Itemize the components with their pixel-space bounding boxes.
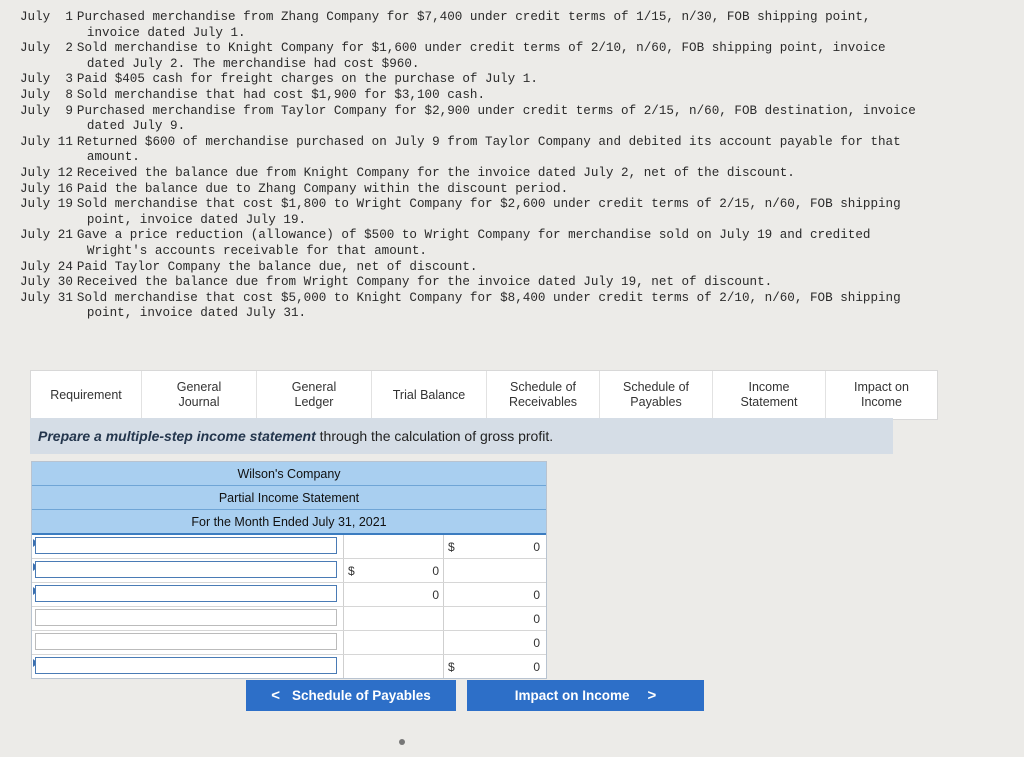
- problem-entry: July 3 Paid $405 cash for freight charges on the purchase of July 1.: [20, 72, 538, 87]
- account-select[interactable]: [35, 657, 337, 674]
- tab-income-statement[interactable]: Income Statement: [713, 371, 826, 419]
- account-select[interactable]: [35, 537, 337, 554]
- tab-trial-balance[interactable]: Trial Balance: [372, 371, 487, 419]
- problem-entry: July 1 Purchased merchandise from Zhang Company for $7,400 under credit terms of 1/15, n/30, FOB shipping point, invoice dated July 1.: [20, 10, 871, 40]
- problem-entry: July 24 Paid Taylor Company the balance due, net of discount.: [20, 259, 478, 274]
- company-name: Wilson's Company: [32, 462, 546, 486]
- account-select[interactable]: [35, 561, 337, 578]
- income-statement-table: [31, 461, 547, 679]
- tab-schedule-of-payables[interactable]: Schedule of Payables: [600, 371, 713, 419]
- problem-entry: July 30 Received the balance due from Wright Company for the invoice dated July 19, net of discount.: [20, 275, 773, 290]
- tab-requirement[interactable]: Requirement: [31, 371, 142, 419]
- tab-general-ledger[interactable]: General Ledger: [257, 371, 372, 419]
- problem-entry: July 16 Paid the balance due to Zhang Company within the discount period.: [20, 181, 569, 196]
- table-row: 0 0: [32, 583, 546, 607]
- table-row: $ 0: [32, 535, 546, 559]
- problem-entry: July 12 Received the balance due from Knight Company for the invoice dated July 2, net of the discount.: [20, 165, 795, 180]
- tab-impact-on-income[interactable]: Impact on Income: [854, 380, 909, 409]
- table-row: $ 0: [32, 655, 546, 678]
- tab-general-journal[interactable]: General Journal: [142, 371, 257, 419]
- problem-entry: July 31 Sold merchandise that cost $5,000 to Knight Company for $8,400 under credit terms of 2/10, n/60, FOB shipping point, invoice dated July 31.: [20, 290, 901, 321]
- account-select[interactable]: [35, 609, 337, 626]
- account-select[interactable]: [35, 585, 337, 602]
- tab-bar: [30, 370, 938, 420]
- problem-entry: July 21 Gave a price reduction (allowance) of $500 to Wright Company for merchandise sold on July 19 and credited Wright's accounts receivable for that amount.: [20, 228, 871, 258]
- problem-entry: July 19 Sold merchandise that cost $1,800 to Wright Company for $2,600 under credit terms of 2/15, n/60, FOB shipping point, invoice dated July 19.: [20, 197, 901, 227]
- instruction-bar: Prepare a multiple-step income statement through the calculation of gross profit.: [30, 418, 893, 454]
- statement-period: For the Month Ended July 31, 2021: [32, 510, 546, 535]
- chevron-right-icon: >: [647, 687, 657, 704]
- problem-entry: July 8 Sold merchandise that had cost $1,900 for $3,100 cash.: [20, 87, 486, 102]
- prev-schedule-of-payables-button[interactable]: < Schedule of Payables: [246, 680, 456, 711]
- problem-entry: July 9 Purchased merchandise from Taylor Company for $2,900 under credit terms of 2/15, n/60, FOB destination, invoice dated July 9.: [20, 103, 916, 134]
- table-row: 0: [32, 631, 546, 655]
- table-row: 0: [32, 607, 546, 631]
- cursor-dot: [399, 739, 405, 745]
- problem-text: [20, 10, 980, 322]
- account-select[interactable]: [35, 633, 337, 650]
- problem-entry: July 11 Returned $600 of merchandise purchased on July 9 from Taylor Company and debited its account payable for that amount.: [20, 134, 901, 165]
- statement-title: Partial Income Statement: [32, 486, 546, 510]
- chevron-left-icon: <: [271, 687, 280, 704]
- tab-schedule-of-receivables[interactable]: Schedule of Receivables: [487, 371, 600, 419]
- next-impact-on-income-button[interactable]: Impact on Income >: [467, 680, 704, 711]
- problem-entry: July 2 Sold merchandise to Knight Company for $1,600 under credit terms of 2/10, n/60, FOB shipping point, invoice dated July 2. The merchandise had cost $960.: [20, 41, 886, 71]
- table-row: $ 0: [32, 559, 546, 583]
